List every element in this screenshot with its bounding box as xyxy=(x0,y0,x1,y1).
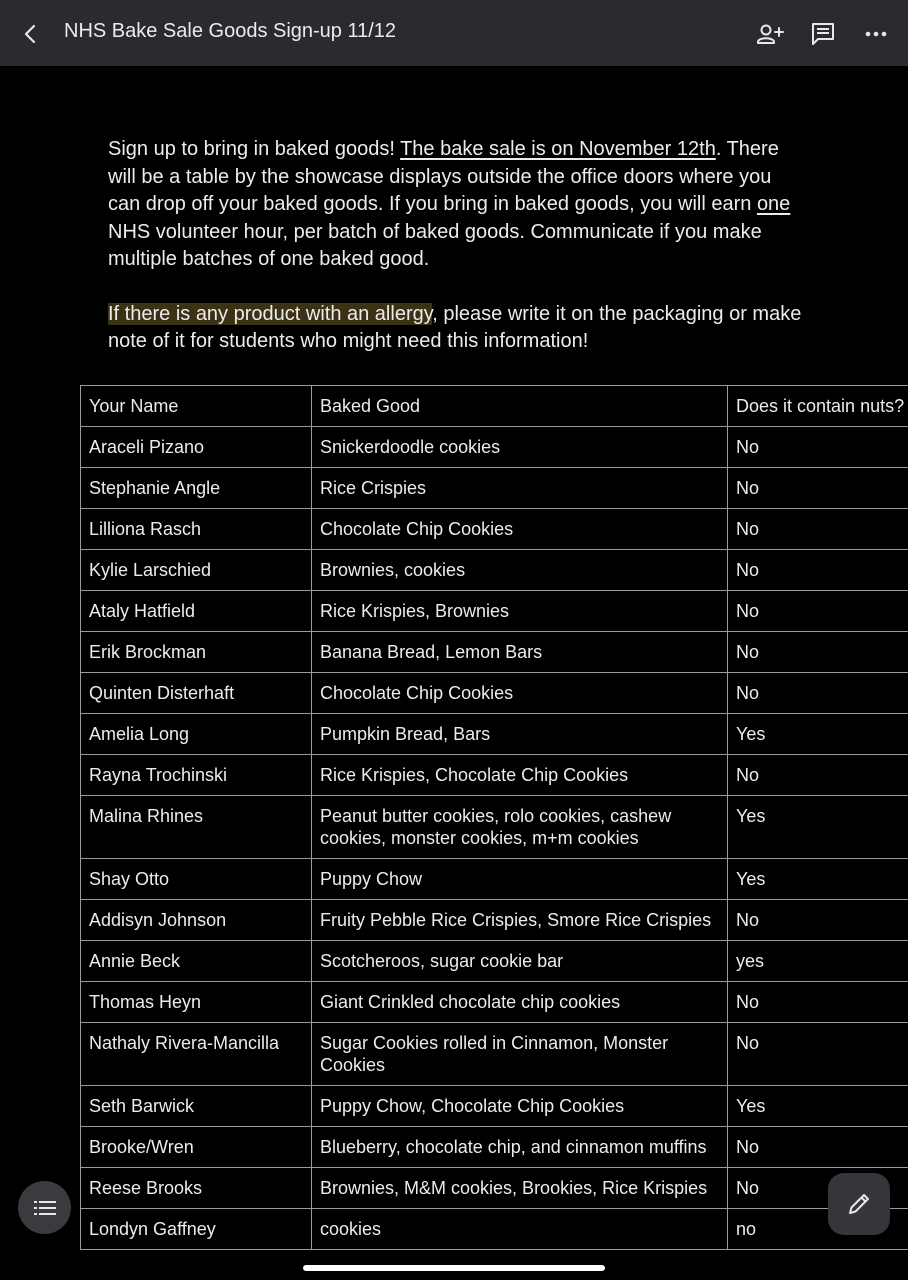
table-row xyxy=(81,859,908,900)
cell-contains-nuts[interactable]: No xyxy=(728,1023,908,1086)
pencil-icon xyxy=(846,1191,872,1217)
cell-baked-good[interactable]: Banana Bread, Lemon Bars xyxy=(312,632,728,673)
cell-name[interactable]: Rayna Trochinski xyxy=(81,755,312,796)
cell-contains-nuts[interactable]: Yes xyxy=(728,714,908,755)
back-arrow-icon xyxy=(20,23,42,45)
cell-name[interactable]: Stephanie Angle xyxy=(81,468,312,509)
cell-contains-nuts[interactable]: No xyxy=(728,1127,908,1168)
cell-name[interactable]: Erik Brockman xyxy=(81,632,312,673)
cell-name[interactable]: Addisyn Johnson xyxy=(81,900,312,941)
outline-button[interactable] xyxy=(18,1181,71,1234)
cell-contains-nuts[interactable]: No xyxy=(728,550,908,591)
more-options-button[interactable] xyxy=(859,17,893,51)
table-row xyxy=(81,673,908,714)
cell-baked-good[interactable]: Rice Krispies, Chocolate Chip Cookies xyxy=(312,755,728,796)
edit-button[interactable] xyxy=(828,1173,890,1235)
top-app-bar xyxy=(0,0,908,66)
cell-contains-nuts[interactable]: no xyxy=(728,1209,908,1250)
cell-contains-nuts[interactable]: No xyxy=(728,900,908,941)
cell-baked-good[interactable]: Puppy Chow, Chocolate Chip Cookies xyxy=(312,1086,728,1127)
table-row xyxy=(81,1127,908,1168)
cell-name[interactable]: Kylie Larschied xyxy=(81,550,312,591)
bake-sale-date: The bake sale is on November 12th xyxy=(400,138,716,160)
cell-name[interactable]: Araceli Pizano xyxy=(81,427,312,468)
allergy-text: , please write it on the packaging or make note of it for students who might need this information! xyxy=(108,302,802,352)
cell-baked-good[interactable]: Scotcheroos, sugar cookie bar xyxy=(312,941,728,982)
allergy-paragraph xyxy=(108,301,808,356)
cell-name[interactable]: Quinten Disterhaft xyxy=(81,673,312,714)
cell-contains-nuts[interactable]: Yes xyxy=(728,1086,908,1127)
cell-contains-nuts[interactable]: No xyxy=(728,632,908,673)
cell-contains-nuts[interactable]: Yes xyxy=(728,859,908,900)
cell-contains-nuts[interactable]: No xyxy=(728,427,908,468)
cell-contains-nuts[interactable]: No xyxy=(728,755,908,796)
cell-contains-nuts[interactable]: No xyxy=(728,468,908,509)
cell-contains-nuts[interactable]: yes xyxy=(728,941,908,982)
table-row xyxy=(81,1023,908,1086)
cell-baked-good[interactable]: Snickerdoodle cookies xyxy=(312,427,728,468)
table-row xyxy=(81,509,908,550)
table-row xyxy=(81,550,908,591)
back-button[interactable] xyxy=(14,17,48,51)
cell-baked-good[interactable]: Puppy Chow xyxy=(312,859,728,900)
intro-text: NHS volunteer hour, per batch of baked goods. Communicate if you make multiple batches of one baked good. xyxy=(108,220,762,270)
table-row xyxy=(81,796,908,859)
cell-contains-nuts[interactable]: No xyxy=(728,673,908,714)
table-row xyxy=(81,982,908,1023)
emphasis-one: one xyxy=(756,193,791,215)
intro-paragraph xyxy=(108,136,808,274)
cell-name[interactable]: Amelia Long xyxy=(81,714,312,755)
cell-baked-good[interactable]: cookies xyxy=(312,1209,728,1250)
header-name: Your Name xyxy=(81,386,312,427)
cell-baked-good[interactable]: Brownies, cookies xyxy=(312,550,728,591)
signup-table xyxy=(80,385,908,1250)
outline-list-icon xyxy=(34,1200,56,1216)
table-row xyxy=(81,1086,908,1127)
table-row xyxy=(81,1168,908,1209)
cell-baked-good[interactable]: Giant Crinkled chocolate chip cookies xyxy=(312,982,728,1023)
table-row xyxy=(81,900,908,941)
cell-contains-nuts[interactable]: Yes xyxy=(728,796,908,859)
table-row xyxy=(81,468,908,509)
cell-name[interactable]: Annie Beck xyxy=(81,941,312,982)
table-row xyxy=(81,632,908,673)
table-row xyxy=(81,1209,908,1250)
share-button[interactable] xyxy=(753,17,787,51)
cell-name[interactable]: Reese Brooks xyxy=(81,1168,312,1209)
table-row xyxy=(81,714,908,755)
cell-baked-good[interactable]: Fruity Pebble Rice Crispies, Smore Rice Crispies xyxy=(312,900,728,941)
more-options-icon xyxy=(865,31,887,37)
add-person-icon xyxy=(756,22,784,46)
header-baked-good: Baked Good xyxy=(312,386,728,427)
table-row xyxy=(81,755,908,796)
cell-name[interactable]: Nathaly Rivera-Mancilla xyxy=(81,1023,312,1086)
cell-baked-good[interactable]: Pumpkin Bread, Bars xyxy=(312,714,728,755)
document-title: NHS Bake Sale Goods Sign-up 11/12 xyxy=(64,20,397,42)
cell-name[interactable]: Malina Rhines xyxy=(81,796,312,859)
cell-baked-good[interactable]: Rice Crispies xyxy=(312,468,728,509)
cell-name[interactable]: Ataly Hatfield xyxy=(81,591,312,632)
comments-button[interactable] xyxy=(806,17,840,51)
cell-name[interactable]: Lilliona Rasch xyxy=(81,509,312,550)
table-row xyxy=(81,591,908,632)
table-row xyxy=(81,427,908,468)
home-indicator[interactable] xyxy=(303,1265,605,1271)
intro-text: Sign up to bring in baked goods! xyxy=(108,138,401,160)
cell-contains-nuts[interactable]: No xyxy=(728,982,908,1023)
cell-baked-good[interactable]: Chocolate Chip Cookies xyxy=(312,509,728,550)
cell-name[interactable]: Londyn Gaffney xyxy=(81,1209,312,1250)
document-body xyxy=(108,136,808,356)
cell-contains-nuts[interactable]: No xyxy=(728,1168,908,1209)
cell-name[interactable]: Shay Otto xyxy=(81,859,312,900)
cell-baked-good[interactable]: Blueberry, chocolate chip, and cinnamon muffins xyxy=(312,1127,728,1168)
table-header-row xyxy=(81,386,908,427)
cell-baked-good[interactable]: Rice Krispies, Brownies xyxy=(312,591,728,632)
table-body xyxy=(81,427,908,1250)
cell-contains-nuts[interactable]: No xyxy=(728,591,908,632)
cell-baked-good[interactable]: Sugar Cookies rolled in Cinnamon, Monster Cookies xyxy=(312,1023,728,1086)
cell-baked-good[interactable]: Chocolate Chip Cookies xyxy=(312,673,728,714)
allergy-highlight: If there is any product with an allergy xyxy=(108,302,433,325)
table-row xyxy=(81,941,908,982)
cell-contains-nuts[interactable]: No xyxy=(728,509,908,550)
cell-baked-good[interactable]: Peanut butter cookies, rolo cookies, cashew cookies, monster cookies, m+m cookies xyxy=(312,796,728,859)
comment-icon xyxy=(810,21,836,47)
cell-name[interactable]: Thomas Heyn xyxy=(81,982,312,1023)
header-contains-nuts: Does it contain nuts? xyxy=(728,386,908,427)
cell-baked-good[interactable]: Brownies, M&M cookies, Brookies, Rice Krispies xyxy=(312,1168,728,1209)
cell-name[interactable]: Brooke/Wren xyxy=(81,1127,312,1168)
cell-name[interactable]: Seth Barwick xyxy=(81,1086,312,1127)
intro-text: . There will be a table by the showcase displays outside the office doors where you can drop off your baked goods. If you bring in baked goods, you will earn xyxy=(108,138,779,215)
